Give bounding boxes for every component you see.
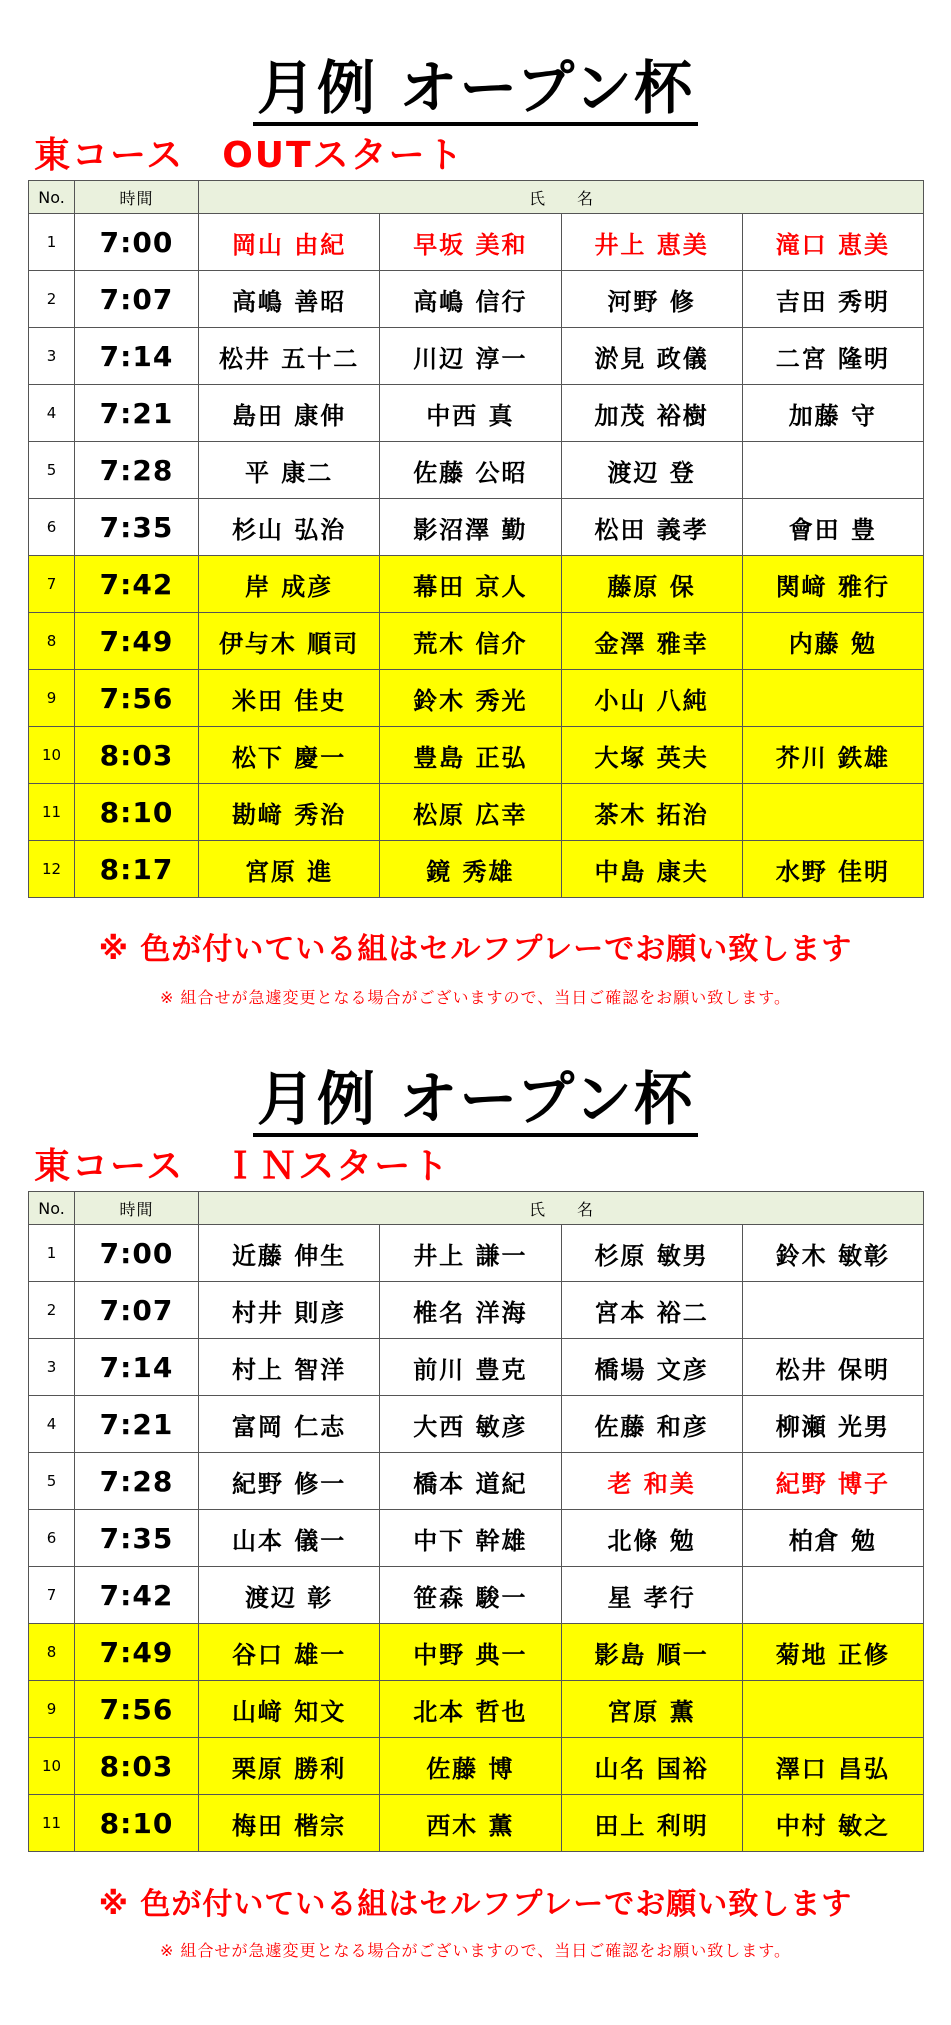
player-name: 紀野 修一 (199, 1453, 380, 1510)
self-play-note: ※ 色が付いている組はセルフプレーでお願い致します (98, 1887, 853, 1922)
table-row (29, 442, 924, 499)
player-name: 杉山 弘治 (199, 499, 380, 556)
player-name: 中西 真 (380, 385, 561, 442)
table-row (29, 385, 924, 442)
header-no: No. (29, 181, 75, 214)
player-name: 田上 利明 (561, 1795, 742, 1852)
player-name: 影島 順一 (561, 1624, 742, 1681)
player-name: 河野 修 (561, 271, 742, 328)
player-name: 椎名 洋海 (380, 1282, 561, 1339)
tee-time: 7:42 (75, 1567, 199, 1624)
group-number: 5 (29, 1453, 75, 1510)
header-no: No. (29, 1192, 75, 1225)
player-name: 井上 恵美 (561, 214, 742, 271)
table-header-row (29, 181, 924, 214)
group-number: 1 (29, 214, 75, 271)
group-number: 3 (29, 1339, 75, 1396)
player-name: 大西 敏彦 (380, 1396, 561, 1453)
tee-time: 7:07 (75, 1282, 199, 1339)
player-name: 松下 慶一 (199, 727, 380, 784)
tee-time: 7:42 (75, 556, 199, 613)
tee-time: 7:21 (75, 1396, 199, 1453)
player-name: 富岡 仁志 (199, 1396, 380, 1453)
table-row (29, 271, 924, 328)
player-name: 高嶋 善昭 (199, 271, 380, 328)
player-name: 茶木 拓治 (561, 784, 742, 841)
player-name: 宮原 進 (199, 841, 380, 898)
group-number: 4 (29, 1396, 75, 1453)
player-name: 佐藤 博 (380, 1738, 561, 1795)
tee-time: 7:56 (75, 670, 199, 727)
player-name: 杉原 敏男 (561, 1225, 742, 1282)
player-name: 米田 佳史 (199, 670, 380, 727)
page-title: 月例 オープン杯 (0, 1063, 951, 1135)
player-name: 小山 八純 (561, 670, 742, 727)
player-name: 紀野 博子 (742, 1453, 923, 1510)
player-name: 松原 広幸 (380, 784, 561, 841)
player-name: 佐藤 和彦 (561, 1396, 742, 1453)
table-header-row (29, 1192, 924, 1225)
player-name: 二宮 隆明 (742, 328, 923, 385)
table-row (29, 727, 924, 784)
player-name: 影沼澤 勤 (380, 499, 561, 556)
player-name: 會田 豊 (742, 499, 923, 556)
tee-time-table (28, 180, 924, 898)
player-name: 井上 謙一 (380, 1225, 561, 1282)
player-name: 橋場 文彦 (561, 1339, 742, 1396)
group-number: 6 (29, 499, 75, 556)
tee-time: 7:21 (75, 385, 199, 442)
tee-time: 8:10 (75, 1795, 199, 1852)
player-name: 中野 典一 (380, 1624, 561, 1681)
group-number: 11 (29, 1795, 75, 1852)
course-heading: 東コース OUTスタート (34, 135, 465, 176)
table-row (29, 1795, 924, 1852)
group-number: 7 (29, 556, 75, 613)
player-name: 平 康二 (199, 442, 380, 499)
player-name: 松田 義孝 (561, 499, 742, 556)
player-name: 水野 佳明 (742, 841, 923, 898)
player-name: 橋本 道紀 (380, 1453, 561, 1510)
player-name: 岸 成彦 (199, 556, 380, 613)
group-number: 9 (29, 670, 75, 727)
group-number: 3 (29, 328, 75, 385)
player-name (742, 442, 923, 499)
player-name: 滝口 恵美 (742, 214, 923, 271)
group-number: 11 (29, 784, 75, 841)
player-name: 鈴木 敏彰 (742, 1225, 923, 1282)
tee-time: 8:03 (75, 727, 199, 784)
group-number: 4 (29, 385, 75, 442)
header-names: 氏 名 (199, 181, 924, 214)
player-name: 関﨑 雅行 (742, 556, 923, 613)
player-name (742, 1567, 923, 1624)
header-time: 時間 (75, 181, 199, 214)
tee-time: 7:28 (75, 442, 199, 499)
tee-time: 7:28 (75, 1453, 199, 1510)
tee-time: 7:00 (75, 214, 199, 271)
table-row (29, 670, 924, 727)
table-row (29, 328, 924, 385)
table-row (29, 1681, 924, 1738)
group-number: 6 (29, 1510, 75, 1567)
group-number: 12 (29, 841, 75, 898)
player-name: 中島 康夫 (561, 841, 742, 898)
group-number: 10 (29, 1738, 75, 1795)
player-name (742, 1681, 923, 1738)
player-name: 加茂 裕樹 (561, 385, 742, 442)
player-name: 岡山 由紀 (199, 214, 380, 271)
tee-time-table (28, 1191, 924, 1852)
player-name (742, 1282, 923, 1339)
player-name: 鈴木 秀光 (380, 670, 561, 727)
player-name: 金澤 雅幸 (561, 613, 742, 670)
header-time: 時間 (75, 1192, 199, 1225)
player-name: 谷口 雄一 (199, 1624, 380, 1681)
table-row (29, 499, 924, 556)
table-row (29, 1738, 924, 1795)
player-name: 佐藤 公昭 (380, 442, 561, 499)
player-name: 勘﨑 秀治 (199, 784, 380, 841)
player-name: 吉田 秀明 (742, 271, 923, 328)
player-name: 川辺 淳一 (380, 328, 561, 385)
player-name: 荒木 信介 (380, 613, 561, 670)
player-name: 松井 保明 (742, 1339, 923, 1396)
player-name: 大塚 英夫 (561, 727, 742, 784)
self-play-note: ※ 色が付いている組はセルフプレーでお願い致します (98, 932, 853, 967)
player-name: 中村 敏之 (742, 1795, 923, 1852)
table-row (29, 556, 924, 613)
player-name: 内藤 勉 (742, 613, 923, 670)
group-number: 8 (29, 1624, 75, 1681)
player-name: 近藤 伸生 (199, 1225, 380, 1282)
player-name: 笹森 駿一 (380, 1567, 561, 1624)
player-name: 幕田 京人 (380, 556, 561, 613)
player-name: 芥川 鉄雄 (742, 727, 923, 784)
table-row (29, 1567, 924, 1624)
player-name: 澤口 昌弘 (742, 1738, 923, 1795)
group-number: 1 (29, 1225, 75, 1282)
table-row (29, 214, 924, 271)
group-number: 10 (29, 727, 75, 784)
table-row (29, 1396, 924, 1453)
tee-time: 8:17 (75, 841, 199, 898)
group-number: 5 (29, 442, 75, 499)
player-name: 北條 勉 (561, 1510, 742, 1567)
table-row (29, 1225, 924, 1282)
player-name: 宮本 裕二 (561, 1282, 742, 1339)
table-row (29, 1510, 924, 1567)
player-name: 栗原 勝利 (199, 1738, 380, 1795)
table-row (29, 1339, 924, 1396)
table-row (29, 1453, 924, 1510)
player-name: 山名 国裕 (561, 1738, 742, 1795)
player-name: 中下 幹雄 (380, 1510, 561, 1567)
table-row (29, 784, 924, 841)
group-number: 7 (29, 1567, 75, 1624)
tee-time: 7:07 (75, 271, 199, 328)
page-title: 月例 オープン杯 (0, 52, 951, 124)
tee-time: 7:56 (75, 1681, 199, 1738)
table-row (29, 841, 924, 898)
table-row (29, 613, 924, 670)
header-names: 氏 名 (199, 1192, 924, 1225)
tee-time: 7:14 (75, 328, 199, 385)
player-name: 北本 哲也 (380, 1681, 561, 1738)
player-name: 柏倉 勉 (742, 1510, 923, 1567)
group-number: 2 (29, 271, 75, 328)
table-row (29, 1282, 924, 1339)
tee-time: 7:49 (75, 1624, 199, 1681)
player-name: 松井 五十二 (199, 328, 380, 385)
course-heading: 東コース ＩＮスタート (34, 1146, 451, 1187)
player-name: 星 孝行 (561, 1567, 742, 1624)
player-name: 梅田 楷宗 (199, 1795, 380, 1852)
table-row (29, 1624, 924, 1681)
player-name: 渡辺 彰 (199, 1567, 380, 1624)
player-name: 豊島 正弘 (380, 727, 561, 784)
player-name: 藤原 保 (561, 556, 742, 613)
player-name: 山﨑 知文 (199, 1681, 380, 1738)
player-name (742, 784, 923, 841)
player-name: 山本 儀一 (199, 1510, 380, 1567)
group-number: 8 (29, 613, 75, 670)
tee-time: 7:00 (75, 1225, 199, 1282)
tee-time: 7:35 (75, 499, 199, 556)
group-number: 2 (29, 1282, 75, 1339)
tee-time: 8:10 (75, 784, 199, 841)
player-name: 早坂 美和 (380, 214, 561, 271)
change-notice: ※ 組合せが急遽変更となる場合がございますので、当日ご確認をお願い致します。 (160, 988, 791, 1007)
player-name: 加藤 守 (742, 385, 923, 442)
player-name: 前川 豊克 (380, 1339, 561, 1396)
change-notice: ※ 組合せが急遽変更となる場合がございますので、当日ご確認をお願い致します。 (160, 1941, 791, 1960)
player-name: 村上 智洋 (199, 1339, 380, 1396)
player-name: 宮原 薫 (561, 1681, 742, 1738)
player-name: 淤見 政儀 (561, 328, 742, 385)
player-name: 渡辺 登 (561, 442, 742, 499)
player-name: 伊与木 順司 (199, 613, 380, 670)
player-name: 柳瀬 光男 (742, 1396, 923, 1453)
group-number: 9 (29, 1681, 75, 1738)
player-name (742, 670, 923, 727)
tee-time: 7:14 (75, 1339, 199, 1396)
player-name: 西木 薫 (380, 1795, 561, 1852)
player-name: 島田 康伸 (199, 385, 380, 442)
player-name: 鏡 秀雄 (380, 841, 561, 898)
player-name: 村井 則彦 (199, 1282, 380, 1339)
tee-time: 8:03 (75, 1738, 199, 1795)
player-name: 高嶋 信行 (380, 271, 561, 328)
player-name: 老 和美 (561, 1453, 742, 1510)
tee-time: 7:35 (75, 1510, 199, 1567)
player-name: 菊地 正修 (742, 1624, 923, 1681)
tee-time: 7:49 (75, 613, 199, 670)
